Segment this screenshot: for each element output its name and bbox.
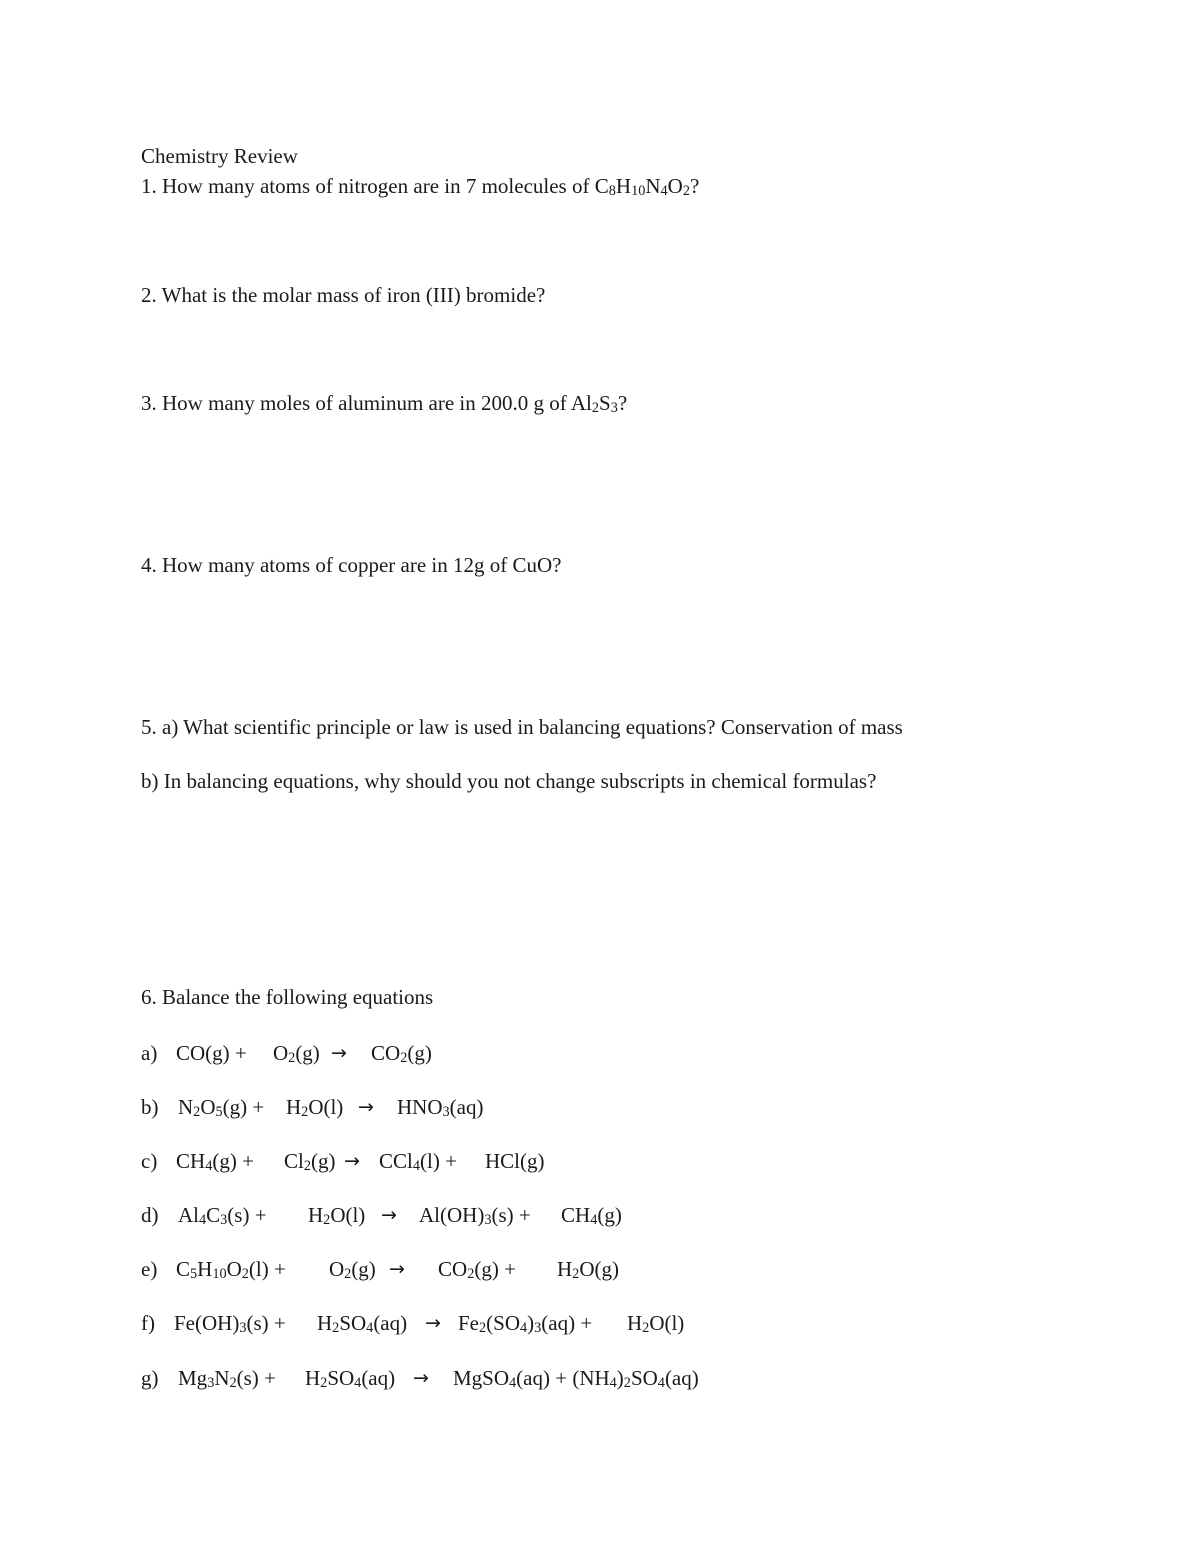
product-term: $Fe_2(SO_4)_3(aq)$ + [458, 1311, 593, 1336]
product-term: HCl(g) [485, 1149, 545, 1173]
question-4: 4. How many atoms of copper are in 12g of CuO? [141, 553, 562, 577]
product-term: $Al(OH)_3(s)$ + [419, 1203, 531, 1228]
reactant-term: $Cl_2(g)$ [284, 1149, 336, 1174]
reactant-term: $Fe(OH)_3(s)$ + [174, 1311, 286, 1336]
reactant-term: $Al_4C_3(s)$ + [178, 1203, 267, 1228]
product-term: $H_2O(g)$ [557, 1257, 619, 1282]
equation-label: e) [141, 1257, 158, 1281]
worksheet-title: Chemistry Review [141, 144, 298, 168]
equation-label: a) [141, 1041, 158, 1065]
equation-label: g) [141, 1366, 159, 1390]
reactant-term: $N_2O_5(g)$ + [178, 1095, 265, 1120]
reaction-arrow-icon: → [344, 1150, 360, 1172]
reaction-arrow-icon: → [413, 1367, 429, 1389]
reactant-term: $O_2(g)$ [329, 1257, 376, 1282]
reactant-term: $O_2(g)$ [273, 1041, 320, 1066]
reactant-term: $H_2SO_4(aq)$ [305, 1366, 396, 1391]
reaction-arrow-icon: → [331, 1042, 347, 1064]
equation-label: c) [141, 1149, 158, 1173]
product-term: $CO_2(g)$ [371, 1041, 432, 1066]
reaction-arrow-icon: → [425, 1312, 441, 1334]
product-term: $HNO_3(aq)$ [397, 1095, 484, 1120]
reactant-term: $H_2O(l)$ [286, 1095, 344, 1120]
product-term: $H_2O(l)$ [627, 1311, 685, 1336]
question-3-text: 3. How many moles of aluminum are in 200.0 g of [141, 391, 567, 415]
reactant-term: $CH_4(g)$ + [176, 1149, 254, 1174]
product-term: MgSO$_4$(aq) + $(NH_4)_2SO_4(aq)$ [453, 1366, 699, 1391]
reactant-term: CO(g) + [176, 1041, 247, 1065]
question-3-formula: $Al_2S_3$? [570, 391, 628, 416]
reactant-term: $Mg_3N_2(s)$ + [178, 1366, 276, 1391]
product-term: $CO_2(g)$ + [438, 1257, 516, 1282]
equation-label: b) [141, 1095, 159, 1119]
question-3 [141, 390, 627, 416]
equation-label: d) [141, 1203, 159, 1227]
question-1-formula: $C_8H_{10}N_4O_2$? [594, 174, 700, 199]
reactant-term: $H_2SO_4(aq)$ [317, 1311, 408, 1336]
reactant-term: $C_5H_{10}O_2(l)$ + [176, 1257, 286, 1282]
question-5a: 5. a) What scientific principle or law is used in balancing equations? Conservation of mass [141, 715, 903, 739]
question-1-text: 1. How many atoms of nitrogen are in 7 molecules of [141, 174, 590, 198]
question-6: 6. Balance the following equations [141, 985, 434, 1009]
question-5b: b) In balancing equations, why should you not change subscripts in chemical formulas? [141, 769, 877, 793]
reaction-arrow-icon: → [358, 1096, 374, 1118]
equation-label: f) [141, 1311, 155, 1335]
question-1 [141, 173, 699, 199]
question-2: 2. What is the molar mass of iron (III) bromide? [141, 283, 546, 307]
reaction-arrow-icon: → [381, 1204, 397, 1226]
product-term: $CH_4(g)$ [561, 1203, 622, 1228]
reactant-term: $H_2O(l)$ [308, 1203, 366, 1228]
product-term: CCl$_4$(l) + [379, 1149, 457, 1174]
reaction-arrow-icon: → [389, 1258, 405, 1280]
